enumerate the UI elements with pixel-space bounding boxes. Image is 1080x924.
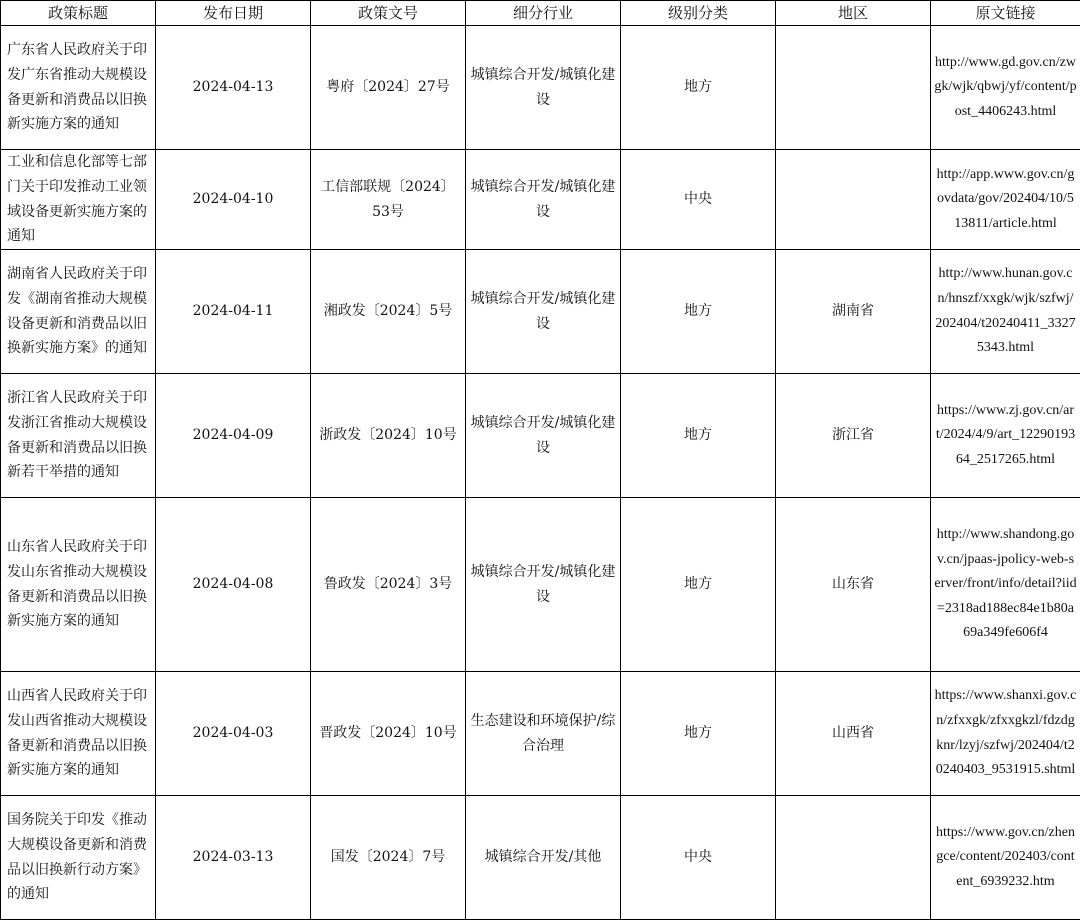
source-link[interactable]: http://www.gd.gov.cn/zwgk/wjk/qbwj/yf/content/post_4406243.html [931, 26, 1080, 150]
header-row [1, 1, 1080, 26]
industry: 城镇综合开发/城镇化建设 [466, 374, 621, 498]
header-industry: 细分行业 [466, 1, 621, 26]
level: 地方 [621, 672, 776, 796]
doc-number: 晋政发〔2024〕10号 [311, 672, 466, 796]
doc-number: 粤府〔2024〕27号 [311, 26, 466, 150]
level: 地方 [621, 374, 776, 498]
region: 湖南省 [776, 250, 931, 374]
policy-title: 山西省人民政府关于印发山西省推动大规模设备更新和消费品以旧换新实施方案的通知 [1, 672, 156, 796]
publish-date: 2024-04-10 [156, 150, 311, 250]
source-link[interactable]: http://www.hunan.gov.cn/hnszf/xxgk/wjk/szfwj/202404/t20240411_33275343.html [931, 250, 1080, 374]
policy-title: 国务院关于印发《推动大规模设备更新和消费品以旧换新行动方案》的通知 [1, 796, 156, 920]
industry: 城镇综合开发/城镇化建设 [466, 250, 621, 374]
region: 山东省 [776, 498, 931, 672]
doc-number: 工信部联规〔2024〕53号 [311, 150, 466, 250]
publish-date: 2024-04-03 [156, 672, 311, 796]
level: 地方 [621, 498, 776, 672]
table-row [1, 796, 1080, 920]
publish-date: 2024-04-13 [156, 26, 311, 150]
industry: 城镇综合开发/城镇化建设 [466, 150, 621, 250]
policy-title: 山东省人民政府关于印发山东省推动大规模设备更新和消费品以旧换新实施方案的通知 [1, 498, 156, 672]
header-title: 政策标题 [1, 1, 156, 26]
publish-date: 2024-04-11 [156, 250, 311, 374]
industry: 城镇综合开发/城镇化建设 [466, 498, 621, 672]
level: 地方 [621, 250, 776, 374]
publish-date: 2024-04-09 [156, 374, 311, 498]
source-link[interactable]: https://www.gov.cn/zhengce/content/202403/content_6939232.htm [931, 796, 1080, 920]
region: 浙江省 [776, 374, 931, 498]
source-link[interactable]: http://www.shandong.gov.cn/jpaas-jpolicy-web-server/front/info/detail?iid=2318ad188ec84e1b80a69a349fe606f4 [931, 498, 1080, 672]
header-doc-number: 政策文号 [311, 1, 466, 26]
policy-title: 湖南省人民政府关于印发《湖南省推动大规模设备更新和消费品以旧换新实施方案》的通知 [1, 250, 156, 374]
publish-date: 2024-04-08 [156, 498, 311, 672]
header-link: 原文链接 [931, 1, 1080, 26]
region [776, 796, 931, 920]
table-row [1, 374, 1080, 498]
header-date: 发布日期 [156, 1, 311, 26]
policy-title: 浙江省人民政府关于印发浙江省推动大规模设备更新和消费品以旧换新若干举措的通知 [1, 374, 156, 498]
doc-number: 湘政发〔2024〕5号 [311, 250, 466, 374]
region [776, 150, 931, 250]
doc-number: 浙政发〔2024〕10号 [311, 374, 466, 498]
source-link[interactable]: https://www.zj.gov.cn/art/2024/4/9/art_1229019364_2517265.html [931, 374, 1080, 498]
table-row [1, 672, 1080, 796]
header-level: 级别分类 [621, 1, 776, 26]
table-row [1, 150, 1080, 250]
source-link[interactable]: https://www.shanxi.gov.cn/zfxxgk/zfxxgkzl/fdzdgknr/lzyj/szfwj/202404/t20240403_9531915.shtml [931, 672, 1080, 796]
industry: 生态建设和环境保护/综合治理 [466, 672, 621, 796]
policy-title: 工业和信息化部等七部门关于印发推动工业领域设备更新实施方案的通知 [1, 150, 156, 250]
doc-number: 国发〔2024〕7号 [311, 796, 466, 920]
header-region: 地区 [776, 1, 931, 26]
industry: 城镇综合开发/其他 [466, 796, 621, 920]
industry: 城镇综合开发/城镇化建设 [466, 26, 621, 150]
source-link[interactable]: http://app.www.gov.cn/govdata/gov/202404/10/513811/article.html [931, 150, 1080, 250]
level: 中央 [621, 796, 776, 920]
doc-number: 鲁政发〔2024〕3号 [311, 498, 466, 672]
table-row [1, 498, 1080, 672]
level: 中央 [621, 150, 776, 250]
region: 山西省 [776, 672, 931, 796]
level: 地方 [621, 26, 776, 150]
policy-title: 广东省人民政府关于印发广东省推动大规模设备更新和消费品以旧换新实施方案的通知 [1, 26, 156, 150]
table-row [1, 250, 1080, 374]
region [776, 26, 931, 150]
publish-date: 2024-03-13 [156, 796, 311, 920]
table-row [1, 26, 1080, 150]
